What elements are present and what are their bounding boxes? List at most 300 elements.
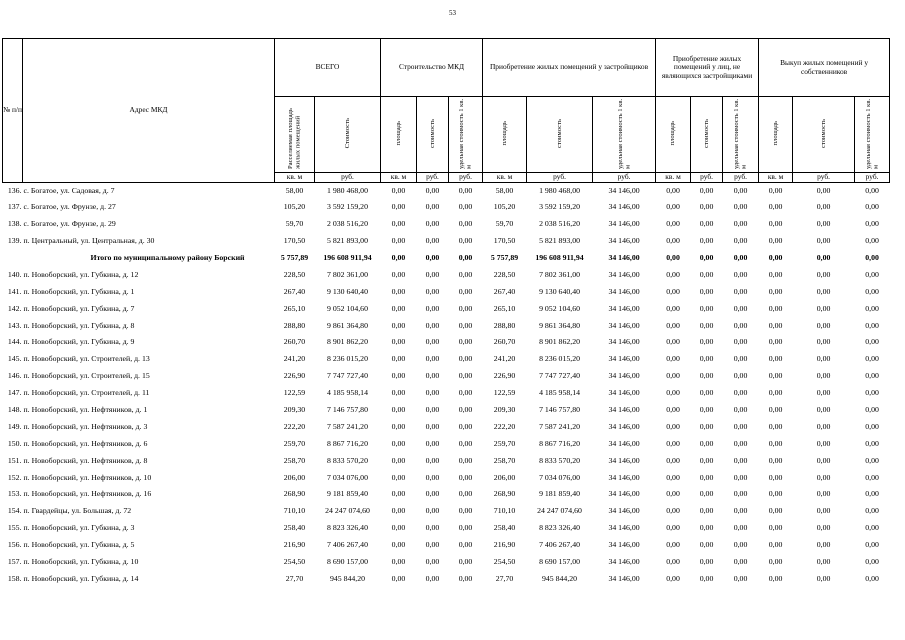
address-cell: п. Новоборский, ул. Нефтяников, д. 1	[23, 405, 148, 415]
value-cell: 0,00	[865, 557, 879, 567]
value-cell: 7 587 241,20	[539, 421, 580, 431]
value-cell: 0,00	[425, 455, 440, 465]
value-cell: 258,70	[283, 455, 306, 465]
value-cell: 0,00	[391, 236, 406, 246]
value-cell: 0,00	[865, 573, 879, 583]
address-cell: с. Богатое, ул. Фрунзе, д. 27	[23, 202, 116, 212]
value-cell: 0,00	[733, 185, 748, 195]
row-number: 150.	[7, 438, 22, 448]
value-cell: 0,00	[458, 506, 473, 516]
value-cell: 0,00	[865, 219, 879, 229]
address-cell: п. Новоборский, ул. Губкина, д. 5	[23, 540, 135, 550]
value-cell: 258,40	[493, 523, 516, 533]
row-number: 143.	[7, 320, 22, 330]
value-cell: 209,30	[283, 405, 306, 415]
value-cell: 0,00	[768, 438, 783, 448]
value-cell: 226,90	[493, 371, 516, 381]
subcolumn-header	[855, 97, 890, 173]
group-construction-header: Строительство МКД	[381, 39, 483, 97]
value-cell: 0,00	[816, 421, 831, 431]
value-cell: 0,00	[733, 320, 748, 330]
value-cell: 0,00	[865, 253, 879, 263]
value-cell: 206,00	[493, 472, 516, 482]
value-cell: 170,50	[493, 236, 516, 246]
subcolumn-header	[691, 97, 723, 173]
value-cell: 0,00	[768, 405, 783, 415]
value-cell: 8 901 862,20	[327, 337, 368, 347]
value-cell: 0,00	[733, 506, 748, 516]
unit-header: кв. м	[759, 172, 793, 182]
subcolumn-header	[275, 97, 315, 173]
row-number: 153.	[7, 489, 22, 499]
value-cell: 0,00	[666, 320, 680, 330]
value-cell: 0,00	[768, 185, 783, 195]
address-cell: п. Новоборский, ул. Губкина, д. 3	[23, 523, 135, 533]
value-cell: 0,00	[666, 472, 680, 482]
value-cell: 34 146,00	[608, 506, 640, 516]
value-cell: 0,00	[816, 219, 831, 229]
value-cell: 0,00	[768, 472, 783, 482]
value-cell: 0,00	[816, 489, 831, 499]
value-cell: 0,00	[699, 405, 714, 415]
value-cell: 9 181 859,40	[327, 489, 368, 499]
value-cell: 0,00	[666, 405, 680, 415]
subcolumn-header	[593, 97, 656, 173]
value-cell: 7 034 076,00	[327, 472, 368, 482]
address-cell: п. Новоборский, ул. Губкина, д. 9	[23, 337, 135, 347]
row-number: 157.	[7, 557, 22, 567]
value-cell: 0,00	[666, 573, 680, 583]
value-cell: 7 587 241,20	[327, 421, 368, 431]
value-cell: 0,00	[733, 573, 748, 583]
address-cell: п. Новоборский, ул. Нефтяников, д. 10	[23, 472, 152, 482]
subcolumn-header	[723, 97, 759, 173]
value-cell: 0,00	[425, 421, 440, 431]
unit-header: кв. м	[656, 172, 691, 182]
table-row	[3, 554, 890, 571]
address-cell: п. Новоборский, ул. Нефтяников, д. 3	[23, 421, 148, 431]
value-cell: 3 592 159,20	[327, 202, 368, 212]
value-cell: 0,00	[733, 354, 748, 364]
value-cell: 267,40	[493, 286, 516, 296]
unit-header: руб.	[527, 172, 593, 182]
value-cell: 0,00	[391, 371, 406, 381]
address-cell: с. Богатое, ул. Садовая, д. 7	[23, 185, 115, 195]
value-cell: 0,00	[865, 405, 879, 415]
value-cell: 0,00	[865, 286, 879, 296]
value-cell: 0,00	[768, 320, 783, 330]
value-cell: 209,30	[493, 405, 516, 415]
value-cell: 0,00	[458, 438, 473, 448]
value-cell: 0,00	[458, 405, 473, 415]
table-row	[3, 182, 890, 199]
value-cell: 0,00	[733, 405, 748, 415]
value-cell: 0,00	[458, 388, 473, 398]
value-cell: 0,00	[391, 219, 406, 229]
value-cell: 0,00	[391, 573, 406, 583]
subcolumn-header-label: Стоимость	[343, 117, 351, 149]
unit-header: руб.	[723, 172, 759, 182]
value-cell: 34 146,00	[608, 269, 640, 279]
value-cell: 0,00	[733, 269, 748, 279]
table-row	[3, 216, 890, 233]
value-cell: 24 247 074,60	[537, 506, 582, 516]
value-cell: 206,00	[283, 472, 306, 482]
value-cell: 0,00	[816, 438, 831, 448]
row-number: 136.	[7, 185, 22, 195]
subcolumn-header	[527, 97, 593, 173]
value-cell: 8 236 015,20	[539, 354, 580, 364]
address-cell: п. Новоборский, ул. Строителей, д. 11	[23, 388, 150, 398]
value-cell: 0,00	[699, 269, 714, 279]
value-cell: 0,00	[458, 523, 473, 533]
col-address-header: Адрес МКД	[23, 39, 275, 183]
table-row	[3, 385, 890, 402]
subcolumn-header-label: стоимость	[555, 118, 563, 148]
value-cell: 34 146,00	[608, 455, 640, 465]
value-cell: 0,00	[768, 573, 783, 583]
value-cell: 9 861 364,80	[327, 320, 368, 330]
value-cell: 0,00	[768, 388, 783, 398]
value-cell: 0,00	[391, 405, 406, 415]
value-cell: 0,00	[733, 371, 748, 381]
value-cell: 0,00	[699, 421, 714, 431]
value-cell: 0,00	[391, 421, 406, 431]
value-cell: 8 901 862,20	[539, 337, 580, 347]
value-cell: 34 146,00	[608, 405, 640, 415]
value-cell: 0,00	[768, 371, 783, 381]
value-cell: 0,00	[391, 269, 406, 279]
value-cell: 170,50	[283, 236, 306, 246]
row-number: 141.	[7, 286, 22, 296]
value-cell: 0,00	[425, 253, 440, 263]
subcolumn-header	[381, 97, 417, 173]
subcolumn-header-label: удельная стоимость 1 кв. м	[733, 98, 748, 169]
value-cell: 0,00	[865, 236, 879, 246]
value-cell: 0,00	[699, 236, 714, 246]
value-cell: 0,00	[699, 219, 714, 229]
value-cell: 9 861 364,80	[539, 320, 580, 330]
table-row	[3, 520, 890, 537]
value-cell: 0,00	[733, 438, 748, 448]
value-cell: 0,00	[699, 523, 714, 533]
value-cell: 0,00	[733, 253, 748, 263]
value-cell: 0,00	[425, 388, 440, 398]
value-cell: 0,00	[458, 573, 473, 583]
value-cell: 0,00	[699, 253, 714, 263]
table-row	[3, 317, 890, 334]
group-total-header: ВСЕГО	[275, 39, 381, 97]
value-cell: 7 406 267,40	[327, 540, 368, 550]
table-row	[3, 486, 890, 503]
value-cell: 27,70	[495, 573, 514, 583]
value-cell: 2 038 516,20	[327, 219, 368, 229]
header-row-groups	[3, 39, 890, 97]
value-cell: 0,00	[865, 472, 879, 482]
value-cell: 34 146,00	[608, 557, 640, 567]
value-cell: 0,00	[699, 303, 714, 313]
value-cell: 34 146,00	[608, 388, 640, 398]
address-cell: п. Новоборский, ул. Губкина, д. 14	[23, 573, 139, 583]
address-cell: п. Новоборский, ул. Губкина, д. 7	[23, 303, 135, 313]
value-cell: 0,00	[768, 421, 783, 431]
table-row	[3, 402, 890, 419]
value-cell: 0,00	[425, 202, 440, 212]
group-non-developers-header: Приобретение жилых помещений у лиц, не являющихся застройщиками	[656, 39, 759, 97]
value-cell: 0,00	[666, 303, 680, 313]
table-row	[3, 351, 890, 368]
value-cell: 0,00	[666, 421, 680, 431]
value-cell: 0,00	[391, 253, 406, 263]
value-cell: 9 181 859,40	[539, 489, 580, 499]
value-cell: 24 247 074,60	[325, 506, 370, 516]
row-number: 155.	[7, 523, 22, 533]
table-row	[3, 452, 890, 469]
value-cell: 5 821 893,00	[539, 236, 580, 246]
address-cell: п. Новоборский, ул. Строителей, д. 15	[23, 371, 150, 381]
value-cell: 4 185 958,14	[327, 388, 368, 398]
value-cell: 34 146,00	[608, 236, 640, 246]
value-cell: 0,00	[816, 523, 831, 533]
table-row	[3, 503, 890, 520]
row-number: 145.	[7, 354, 22, 364]
value-cell: 0,00	[391, 286, 406, 296]
row-number: 148.	[7, 405, 22, 415]
subcolumn-header-label: Расселяемая площадь жилых помещений	[287, 108, 302, 169]
value-cell: 7 802 361,00	[327, 269, 368, 279]
value-cell: 0,00	[666, 489, 680, 499]
value-cell: 8 690 157,00	[327, 557, 368, 567]
value-cell: 0,00	[768, 540, 783, 550]
value-cell: 0,00	[391, 540, 406, 550]
value-cell: 0,00	[816, 371, 831, 381]
value-cell: 0,00	[816, 455, 831, 465]
value-cell: 0,00	[391, 523, 406, 533]
unit-header: руб.	[315, 172, 381, 182]
value-cell: 0,00	[666, 185, 680, 195]
value-cell: 258,40	[283, 523, 306, 533]
value-cell: 0,00	[666, 236, 680, 246]
value-cell: 196 608 911,94	[323, 253, 372, 263]
value-cell: 0,00	[425, 472, 440, 482]
value-cell: 0,00	[666, 286, 680, 296]
value-cell: 8 823 326,40	[539, 523, 580, 533]
value-cell: 0,00	[768, 557, 783, 567]
row-number: 146.	[7, 371, 22, 381]
value-cell: 265,10	[283, 303, 306, 313]
row-number: 154.	[7, 506, 22, 516]
subcolumn-header-label: стоимость	[428, 118, 436, 148]
value-cell: 9 052 104,60	[327, 303, 368, 313]
value-cell: 0,00	[865, 202, 879, 212]
value-cell: 0,00	[699, 185, 714, 195]
value-cell: 1 980 468,00	[327, 185, 368, 195]
value-cell: 945 844,20	[329, 573, 366, 583]
table-row	[3, 233, 890, 250]
value-cell: 0,00	[458, 286, 473, 296]
table-row	[3, 537, 890, 554]
address-cell: с. Богатое, ул. Фрунзе, д. 29	[23, 219, 116, 229]
value-cell: 0,00	[699, 438, 714, 448]
value-cell: 0,00	[391, 506, 406, 516]
value-cell: 0,00	[666, 354, 680, 364]
value-cell: 34 146,00	[608, 472, 640, 482]
resettlement-table	[2, 38, 890, 587]
subcolumn-header-label: площадь	[394, 120, 402, 146]
value-cell: 0,00	[391, 185, 406, 195]
value-cell: 0,00	[816, 405, 831, 415]
value-cell: 0,00	[816, 388, 831, 398]
value-cell: 0,00	[733, 202, 748, 212]
value-cell: 710,10	[283, 506, 306, 516]
value-cell: 0,00	[666, 219, 680, 229]
subcolumn-header	[449, 97, 483, 173]
value-cell: 0,00	[666, 337, 680, 347]
value-cell: 0,00	[699, 540, 714, 550]
value-cell: 9 130 640,40	[327, 286, 368, 296]
value-cell: 0,00	[391, 472, 406, 482]
value-cell: 0,00	[425, 269, 440, 279]
subcolumn-header	[793, 97, 855, 173]
value-cell: 0,00	[699, 573, 714, 583]
value-cell: 288,80	[493, 320, 516, 330]
value-cell: 8 833 570,20	[327, 455, 368, 465]
address-cell: п. Новоборский, ул. Губкина, д. 10	[23, 557, 139, 567]
value-cell: 34 146,00	[608, 489, 640, 499]
value-cell: 945 844,20	[541, 573, 578, 583]
value-cell: 8 236 015,20	[327, 354, 368, 364]
value-cell: 7 146 757,80	[539, 405, 580, 415]
value-cell: 4 185 958,14	[539, 388, 580, 398]
value-cell: 7 802 361,00	[539, 269, 580, 279]
subcolumn-header-label: стоимость	[702, 118, 710, 148]
value-cell: 0,00	[425, 573, 440, 583]
value-cell: 0,00	[865, 371, 879, 381]
value-cell: 0,00	[733, 540, 748, 550]
value-cell: 0,00	[816, 185, 831, 195]
value-cell: 7 747 727,40	[327, 371, 368, 381]
value-cell: 105,20	[493, 202, 516, 212]
value-cell: 0,00	[865, 506, 879, 516]
value-cell: 0,00	[816, 253, 831, 263]
value-cell: 0,00	[699, 202, 714, 212]
value-cell: 3 592 159,20	[539, 202, 580, 212]
address-cell: п. Новоборский, ул. Нефтяников, д. 6	[23, 438, 148, 448]
value-cell: 0,00	[768, 523, 783, 533]
value-cell: 0,00	[425, 523, 440, 533]
value-cell: 268,90	[493, 489, 516, 499]
table-row	[3, 418, 890, 435]
table-row	[3, 266, 890, 283]
value-cell: 0,00	[425, 489, 440, 499]
row-number: 158.	[7, 573, 22, 583]
value-cell: 7 034 076,00	[539, 472, 580, 482]
value-cell: 5 757,89	[280, 253, 309, 263]
subcolumn-header-label: стоимость	[819, 118, 827, 148]
value-cell: 0,00	[425, 405, 440, 415]
value-cell: 0,00	[733, 236, 748, 246]
value-cell: 0,00	[816, 202, 831, 212]
value-cell: 59,70	[285, 219, 304, 229]
value-cell: 260,70	[493, 337, 516, 347]
value-cell: 0,00	[733, 472, 748, 482]
value-cell: 0,00	[768, 236, 783, 246]
value-cell: 0,00	[666, 438, 680, 448]
value-cell: 260,70	[283, 337, 306, 347]
unit-header: руб.	[855, 172, 890, 182]
value-cell: 0,00	[666, 523, 680, 533]
value-cell: 0,00	[768, 354, 783, 364]
value-cell: 0,00	[666, 455, 680, 465]
value-cell: 228,50	[283, 269, 306, 279]
unit-header: руб.	[417, 172, 449, 182]
subcolumn-header-label: площадь	[500, 120, 508, 146]
value-cell: 0,00	[458, 253, 473, 263]
value-cell: 0,00	[391, 455, 406, 465]
value-cell: 0,00	[865, 438, 879, 448]
value-cell: 0,00	[666, 371, 680, 381]
value-cell: 0,00	[816, 354, 831, 364]
value-cell: 226,90	[283, 371, 306, 381]
value-cell: 259,70	[493, 438, 516, 448]
value-cell: 7 146 757,80	[327, 405, 368, 415]
value-cell: 0,00	[733, 303, 748, 313]
value-cell: 0,00	[391, 320, 406, 330]
value-cell: 0,00	[425, 354, 440, 364]
value-cell: 0,00	[865, 523, 879, 533]
value-cell: 0,00	[458, 337, 473, 347]
value-cell: 0,00	[458, 472, 473, 482]
value-cell: 0,00	[865, 185, 879, 195]
value-cell: 0,00	[816, 303, 831, 313]
value-cell: 0,00	[768, 219, 783, 229]
value-cell: 0,00	[768, 202, 783, 212]
row-number: 151.	[7, 455, 22, 465]
table-row	[3, 199, 890, 216]
value-cell: 216,90	[493, 540, 516, 550]
value-cell: 222,20	[493, 421, 516, 431]
value-cell: 34 146,00	[608, 523, 640, 533]
value-cell: 0,00	[666, 557, 680, 567]
value-cell: 0,00	[816, 286, 831, 296]
row-number: 144.	[7, 337, 22, 347]
value-cell: 9 052 104,60	[539, 303, 580, 313]
table-row	[3, 300, 890, 317]
value-cell: 0,00	[816, 540, 831, 550]
value-cell: 0,00	[733, 286, 748, 296]
subcolumn-header-label: удельная стоимость 1 кв. м	[616, 98, 632, 169]
value-cell: 0,00	[458, 320, 473, 330]
value-cell: 0,00	[458, 269, 473, 279]
value-cell: 8 823 326,40	[327, 523, 368, 533]
value-cell: 0,00	[666, 269, 680, 279]
value-cell: 122,59	[493, 388, 516, 398]
value-cell: 2 038 516,20	[539, 219, 580, 229]
value-cell: 222,20	[283, 421, 306, 431]
unit-header: руб.	[449, 172, 483, 182]
value-cell: 0,00	[699, 371, 714, 381]
value-cell: 0,00	[699, 557, 714, 567]
value-cell: 0,00	[458, 489, 473, 499]
value-cell: 0,00	[458, 303, 473, 313]
value-cell: 0,00	[865, 540, 879, 550]
table-body	[3, 182, 890, 587]
value-cell: 0,00	[768, 506, 783, 516]
row-number: 137.	[7, 202, 22, 212]
total-label: Итого по муниципальному району Борский	[90, 253, 245, 263]
value-cell: 216,90	[283, 540, 306, 550]
value-cell: 58,00	[285, 185, 304, 195]
